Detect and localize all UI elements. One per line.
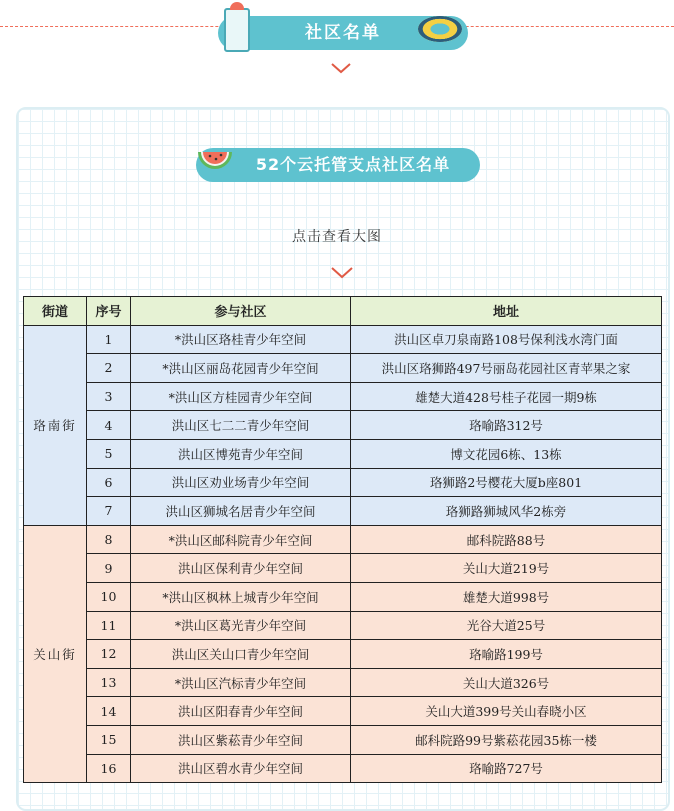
community-cell: 洪山区阳春青少年空间 <box>131 697 351 726</box>
community-cell: *洪山区方桂园青少年空间 <box>131 382 351 411</box>
address-cell: 雄楚大道428号桂子花园一期9栋 <box>351 382 662 411</box>
table-row <box>24 582 662 611</box>
table-row <box>24 754 662 783</box>
number-cell: 12 <box>87 640 131 669</box>
swim-ring-icon <box>418 16 462 42</box>
address-cell: 珞狮路狮城风华2栋旁 <box>351 497 662 526</box>
table-row <box>24 697 662 726</box>
view-large-image-link[interactable]: 点击查看大图 <box>292 229 382 245</box>
address-cell: 珞喻路199号 <box>351 640 662 669</box>
community-cell: 洪山区紫菘青少年空间 <box>131 725 351 754</box>
list-title-badge <box>196 148 480 182</box>
community-cell: *洪山区邮科院青少年空间 <box>131 525 351 554</box>
community-cell: 洪山区劝业场青少年空间 <box>131 468 351 497</box>
community-cell: 洪山区狮城名居青少年空间 <box>131 497 351 526</box>
address-cell: 珞喻路312号 <box>351 411 662 440</box>
address-cell: 珞狮路2号樱花大厦b座801 <box>351 468 662 497</box>
community-cell: *洪山区丽岛花园青少年空间 <box>131 354 351 383</box>
col-header-street: 街道 <box>24 297 87 326</box>
table-row <box>24 668 662 697</box>
col-header-community: 参与社区 <box>131 297 351 326</box>
table-row <box>24 497 662 526</box>
number-cell: 3 <box>87 382 131 411</box>
community-cell: *洪山区葛光青少年空间 <box>131 611 351 640</box>
table-row <box>24 640 662 669</box>
table-row <box>24 725 662 754</box>
community-cell: 洪山区关山口青少年空间 <box>131 640 351 669</box>
address-cell: 邮科院路99号紫菘花园35栋一楼 <box>351 725 662 754</box>
community-cell: *洪山区汽标青少年空间 <box>131 668 351 697</box>
table-row <box>24 611 662 640</box>
watermelon-icon <box>196 146 234 176</box>
street-cell: 关山街 <box>24 525 87 782</box>
address-cell: 关山大道326号 <box>351 668 662 697</box>
community-table <box>23 296 662 783</box>
section-title: 社区名单 <box>305 23 381 43</box>
table-row <box>24 411 662 440</box>
number-cell: 13 <box>87 668 131 697</box>
number-cell: 5 <box>87 439 131 468</box>
number-cell: 9 <box>87 554 131 583</box>
table-row <box>24 382 662 411</box>
table-row <box>24 439 662 468</box>
community-cell: *洪山区枫林上城青少年空间 <box>131 582 351 611</box>
community-cell: 洪山区碧水青少年空间 <box>131 754 351 783</box>
street-cell: 珞南街 <box>24 325 87 525</box>
number-cell: 6 <box>87 468 131 497</box>
number-cell: 15 <box>87 725 131 754</box>
number-cell: 11 <box>87 611 131 640</box>
number-cell: 8 <box>87 525 131 554</box>
address-cell: 珞喻路727号 <box>351 754 662 783</box>
number-cell: 14 <box>87 697 131 726</box>
number-cell: 10 <box>87 582 131 611</box>
number-cell: 4 <box>87 411 131 440</box>
table-header-row <box>24 297 662 326</box>
table-row <box>24 354 662 383</box>
address-cell: 关山大道219号 <box>351 554 662 583</box>
chevron-down-icon <box>331 262 353 282</box>
community-cell: 洪山区七二二青少年空间 <box>131 411 351 440</box>
col-header-address: 地址 <box>351 297 662 326</box>
table-row <box>24 468 662 497</box>
chevron-down-icon <box>331 58 351 78</box>
community-cell: 洪山区保利青少年空间 <box>131 554 351 583</box>
address-cell: 光谷大道25号 <box>351 611 662 640</box>
address-cell: 邮科院路88号 <box>351 525 662 554</box>
section-title-badge <box>218 8 468 52</box>
address-cell: 关山大道399号关山春晓小区 <box>351 697 662 726</box>
address-cell: 洪山区珞狮路497号丽岛花园社区青苹果之家 <box>351 354 662 383</box>
community-cell: *洪山区珞桂青少年空间 <box>131 325 351 354</box>
table-row <box>24 325 662 354</box>
table-row <box>24 525 662 554</box>
address-cell: 洪山区卓刀泉南路108号保利浅水湾门面 <box>351 325 662 354</box>
community-cell: 洪山区博苑青少年空间 <box>131 439 351 468</box>
col-header-number: 序号 <box>87 297 131 326</box>
number-cell: 2 <box>87 354 131 383</box>
address-cell: 雄楚大道998号 <box>351 582 662 611</box>
number-cell: 7 <box>87 497 131 526</box>
number-cell: 1 <box>87 325 131 354</box>
number-cell: 16 <box>87 754 131 783</box>
table-row <box>24 554 662 583</box>
address-cell: 博文花园6栋、13栋 <box>351 439 662 468</box>
list-title: 52个云托管支点社区名单 <box>255 155 451 174</box>
